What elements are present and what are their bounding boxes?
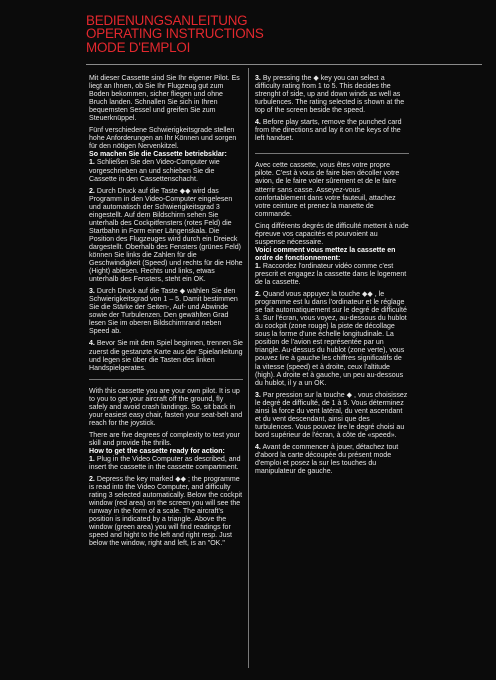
french-section: [255, 162, 409, 476]
english-french-divider: [255, 153, 409, 154]
german-step-3: 3. Durch Druck auf die Taste ◆ wählen Sie den Schwierigkeitsgrad von 1 – 5. Damit bestimmen Sie die Stärke der Seiten-, Auf- und Abwinde sowie der Turbulenzen. Den gewählten Grad lesen Sie im oberen Bildschirmrand neben Speed ab.: [89, 288, 238, 336]
manual-title: [86, 14, 264, 54]
left-column: [89, 75, 243, 553]
french-step-1: 1. Raccordez l'ordinateur vidéo comme c'est prescrit et engagez la cassette dans le logement de la cassette.: [255, 262, 407, 287]
german-step-4: 4. Bevor Sie mit dem Spiel beginnen, trennen Sie zuerst die gestanzte Karte aus der Spielanleitung und legen sie über die Tasten des linken Handspielgerates.: [89, 340, 243, 372]
german-step-2: 2. Durch Druck auf die Taste ◆◆ wird das Programm in den Video-Computer eingelesen und automatisch der Schwierigkeitsgrad 3 eingestellt. Auf dem Bildschirm sehen Sie unterhalb des Cockpitfensters (rotes Feld) die Startbahn in Form einer Längenskala. Die Position des Flugzeuges wird durch ein Dreieck dargestellt. Oberhalb des Fensters (grünes Feld) können Sie links die Zahlen für die Geschwindigkeit (Speed) und rechts für die Höhe (Hight) ablesen. Rechts und links, etwas unterhalb des Fensters, steht ein OK.: [89, 187, 243, 284]
french-step-3: 3. Par pression sur la touche ◆ , vous choisissez le degré de difficulté, de 1 à 5. Vous déterminez ainsi la force du vent latéral, du vent ascendant et du vent descendant, ainsi que des turbulences. Vous pouvez lire le degré choisi au bord supérieur de l'écran, à côte de «speed».: [255, 391, 408, 439]
german-english-divider: [89, 379, 243, 380]
german-section: [89, 75, 243, 373]
french-step-4: 4. Avant de commencer à jouer, détachez tout d'abord la carte découpée du présent mode d'emploi et posez la sur les touches du manipulateur de gauche.: [255, 443, 399, 476]
english-step-3: 3. By pressing the ◆ key you can select a difficulty rating from 1 to 5. This decides the strenght of side, up and down winds as well as turbulences. The rating selected is shown at the top of the screen beside the speed.: [255, 75, 405, 115]
french-intro: Avec cette cassette, vous êtes votre propre pilote. C'est à vous de faire bien décoller votre avion, de le faire voler sûrement et de le faire atterrir sans casse. Asseyez-vous confortablement dans votre fauteuil, attachez votre ceinture et prenez la manette de commande.: [255, 162, 400, 218]
french-step-2: 2. Quand vous appuyez la touche ◆◆ , le programme est lu dans l'ordinateur et le réglage se fait automatiquement sur le degré de difficulté 3. Sur l'écran, vous voyez, au-dessous du hublot du cockpit (zone rouge) la piste de décollage sous la forme d'une échelle longitudinale. La position de l'avion est représentée par un triangle. Au-dessus du hublot (zone verte), vous pouvez lire à gauche les chiffres significatifs de la vitesse (speed) et à droite, ceux l'altitude (high). A droite et à gauche, un peu au-dessous du hublot, il y a un OK.: [255, 291, 407, 387]
german-step-1: 1. Schließen Sie den Video-Computer wie vorgeschrieben an und schieben Sie die Cassette in den Cassettenschacht.: [89, 159, 220, 183]
column-divider: [248, 68, 249, 668]
title-german: BEDIENUNGSANLEITUNG: [86, 13, 248, 28]
english-section-continued: [255, 75, 409, 143]
title-english: OPERATING INSTRUCTIONS: [86, 26, 264, 42]
english-section: [89, 388, 243, 549]
title-french: MODE D'EMPLOI: [86, 39, 191, 55]
english-intro: With this cassette you are your own pilot. It is up to you to get your aircraft off the ground, fly safely and avoid crash landings. So, sit back in your easiest easy chair, fasten your seat-belt and reach for the joystick.: [89, 387, 243, 427]
english-intro-2: There are five degrees of complexity to test your skill and provide the thrills.: [89, 431, 240, 447]
english-heading: How to get the cassette ready for action:: [89, 447, 225, 455]
german-intro-2: Fünf verschiedene Schwierigkeitsgrade stellen hohe Anforderungen an Ihr Können und sorgen für den nötigen Nervenkitzel.: [89, 127, 237, 151]
english-step-4: 4. Before play starts, remove the punched card from the directions and lay it on the keys of the left handset.: [255, 119, 402, 143]
french-intro-2: Cinq différents degrés de difficulté mettent à rude épreuve vos capacités et pourvoient au suspense nécessaire.: [255, 222, 409, 246]
german-intro: Mit dieser Cassette sind Sie Ihr eigener Pilot. Es liegt an Ihnen, ob Sie Ihr Flugzeug gut zum Boden bekommen, sicher fliegen und ohne Bruch landen. Schnallen Sie sich in Ihren bequemsten Sessel und greifen Sie zum Steuerknüppel.: [89, 75, 240, 123]
english-step-1: 1. Plug in the Video Computer as described, and insert the cassette in the cassette compartment.: [89, 456, 241, 472]
english-step-2: 2. Depress the key marked ◆◆ ; the programme is read into the Video Computer, and difficulty rating 3 selected automatically. Below the cockpit window (red area) on the screen you will see the runway in the form of a scale. The aircraft's position is indicated by a triangle. Above the window (green area) you will find readings for speed and hight to the left and right resp. Just below the window, right and left, is an "OK.": [89, 476, 243, 548]
german-heading: So machen Sie die Cassette betriebsklar:: [89, 151, 227, 159]
right-column: [255, 75, 409, 480]
french-heading: Voici comment vous mettez la cassette en ordre de fonctionnement:: [255, 246, 396, 262]
header-rule: [86, 64, 482, 65]
